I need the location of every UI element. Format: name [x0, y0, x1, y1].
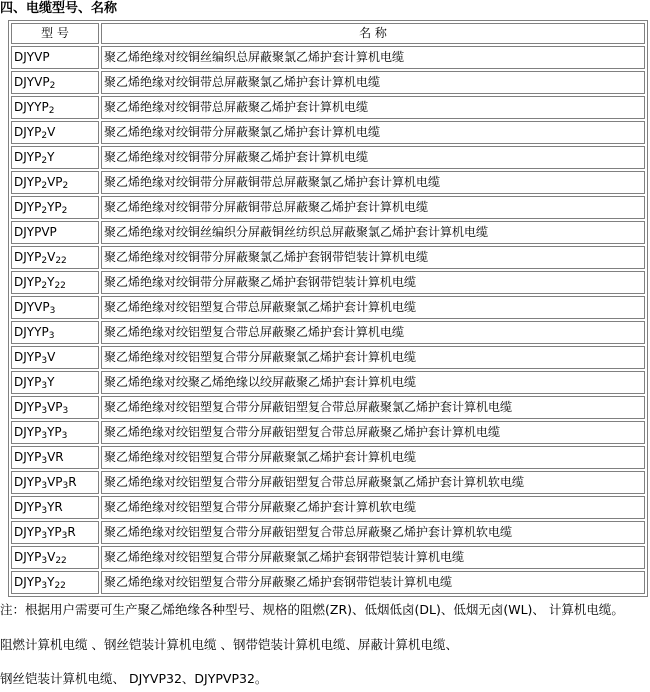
model-text: DJYP: [14, 525, 42, 539]
model-text: DJYPVP: [14, 225, 57, 239]
table-row: [11, 146, 645, 169]
model-text: DJYVP: [14, 50, 50, 64]
table-header-row: [11, 23, 645, 44]
model-subscript: 3: [41, 456, 48, 466]
cable-model: [11, 296, 99, 319]
model-subscript: 2: [41, 156, 48, 166]
table-body: [11, 46, 645, 594]
model-subscript: 2: [41, 181, 48, 191]
table-row: [11, 571, 645, 594]
model-text: DJYP: [14, 575, 42, 589]
model-subscript: 2: [48, 106, 55, 116]
cable-name: 聚乙烯绝缘对绞铜带分屏蔽聚乙烯护套钢带铠装计算机电缆: [101, 271, 645, 294]
cable-name: 聚乙烯绝缘对绞铝塑复合带分屏蔽聚乙烯护套计算机软电缆: [101, 496, 645, 519]
cable-name: 聚乙烯绝缘对绞铜带分屏蔽聚氯乙烯护套计算机电缆: [101, 121, 645, 144]
model-subscript: 3: [41, 556, 48, 566]
table-row: [11, 421, 645, 444]
cable-name: 聚乙烯绝缘对绞铝塑复合带总屏蔽聚乙烯护套计算机电缆: [101, 321, 645, 344]
cable-model: [11, 471, 99, 494]
cable-name: 聚乙烯绝缘对绞铝塑复合带总屏蔽聚氯乙烯护套计算机电缆: [101, 296, 645, 319]
model-subscript: 3: [48, 331, 55, 341]
model-subscript: 2: [61, 206, 68, 216]
model-text: Y: [47, 275, 55, 289]
model-text: DJYP: [14, 250, 42, 264]
cable-model: [11, 96, 99, 119]
cable-name: 聚乙烯绝缘对绞铝塑复合带分屏蔽铝塑复合带总屏蔽聚氯乙烯护套计算机电缆: [101, 396, 645, 419]
model-text: V: [47, 350, 56, 364]
cable-model: [11, 271, 99, 294]
cable-model: [11, 171, 99, 194]
model-subscript: 3: [41, 531, 48, 541]
cable-model: [11, 421, 99, 444]
header-name: 名 称: [101, 23, 645, 44]
model-text: DJYP: [14, 375, 42, 389]
model-subscript: 3: [62, 406, 69, 416]
cable-name: 聚乙烯绝缘对绞铜丝编织分屏蔽铜丝纺织总屏蔽聚氯乙烯护套计算机电缆: [101, 221, 645, 244]
model-subscript: 3: [41, 506, 48, 516]
model-text: DJYYP: [14, 100, 49, 114]
model-text: VR: [47, 450, 64, 464]
model-text: V: [47, 125, 56, 139]
model-text: R: [67, 525, 76, 539]
table-row: [11, 546, 645, 569]
model-text: DJYP: [14, 475, 42, 489]
note-line-2: 阻燃计算机电缆 、钢丝铠装计算机电缆 、钢带铠装计算机电缆、屏蔽计算机电缆、: [0, 637, 458, 652]
model-text: DJYP: [14, 125, 42, 139]
table-row: [11, 96, 645, 119]
table-row: [11, 271, 645, 294]
table-row: [11, 521, 645, 544]
model-text: DJYP: [14, 450, 42, 464]
section-heading: 四、电缆型号、名称: [0, 1, 118, 16]
model-text: DJYP: [14, 425, 42, 439]
model-text: DJYP: [14, 275, 42, 289]
model-subscript: 3: [61, 531, 68, 541]
model-text: DJYVP: [14, 75, 50, 89]
model-text: YP: [47, 525, 62, 539]
model-text: DJYP: [14, 550, 42, 564]
model-text: R: [68, 475, 77, 489]
model-text: YP: [47, 425, 62, 439]
model-subscript: 2: [41, 131, 48, 141]
cable-name: 聚乙烯绝缘对绞铝塑复合带分屏蔽聚氯乙烯护套计算机电缆: [101, 446, 645, 469]
model-subscript: 2: [41, 281, 48, 291]
cable-model: [11, 571, 99, 594]
cable-model: [11, 46, 99, 69]
cable-spec-table: [8, 20, 648, 597]
table-row: [11, 246, 645, 269]
model-text: DJYP: [14, 350, 42, 364]
cable-name: 聚乙烯绝缘对绞铝塑复合带分屏蔽铝塑复合带总屏蔽聚氯乙烯护套计算机软电缆: [101, 471, 645, 494]
model-subscript: 3: [41, 481, 48, 491]
model-subscript: 3: [49, 306, 56, 316]
model-text: DJYYP: [14, 325, 49, 339]
table-row: [11, 346, 645, 369]
table-row: [11, 321, 645, 344]
note-line-3: 钢丝铠装计算机电缆、 DJYVP32、DJYPVP32。: [0, 671, 268, 686]
model-text: V: [47, 250, 56, 264]
model-text: YP: [47, 200, 62, 214]
model-text: VP: [47, 175, 63, 189]
table-row: [11, 496, 645, 519]
model-text: Y: [47, 150, 55, 164]
cable-name: 聚乙烯绝缘对绞铜带分屏蔽铜带总屏蔽聚氯乙烯护套计算机电缆: [101, 171, 645, 194]
table-row: [11, 71, 645, 94]
cable-name: 聚乙烯绝缘对绞铝塑复合带分屏蔽铝塑复合带总屏蔽聚乙烯护套计算机电缆: [101, 421, 645, 444]
model-subscript: 3: [41, 381, 48, 391]
model-subscript: 22: [54, 281, 66, 291]
table-row: [11, 46, 645, 69]
model-text: V: [47, 550, 56, 564]
model-text: DJYP: [14, 400, 42, 414]
cable-model: [11, 396, 99, 419]
model-subscript: 22: [54, 581, 66, 591]
model-subscript: 2: [41, 206, 48, 216]
cable-model: [11, 146, 99, 169]
cable-name: 聚乙烯绝缘对绞铜带分屏蔽铜带总屏蔽聚乙烯护套计算机电缆: [101, 196, 645, 219]
model-text: DJYP: [14, 175, 42, 189]
cable-model: [11, 346, 99, 369]
model-text: VP: [47, 400, 63, 414]
cable-model: [11, 446, 99, 469]
model-subscript: 2: [62, 181, 69, 191]
cable-model: [11, 71, 99, 94]
model-subscript: 2: [41, 256, 48, 266]
model-subscript: 3: [41, 431, 48, 441]
cable-name: 聚乙烯绝缘对绞铜带分屏蔽聚氯乙烯护套钢带铠装计算机电缆: [101, 246, 645, 269]
cable-model: [11, 371, 99, 394]
model-subscript: 3: [41, 356, 48, 366]
model-subscript: 3: [41, 581, 48, 591]
model-subscript: 3: [41, 406, 48, 416]
cable-name: 聚乙烯绝缘对绞铝塑复合带分屏蔽聚氯乙烯护套计算机电缆: [101, 346, 645, 369]
cable-name: 聚乙烯绝缘对绞铜丝编织总屏蔽聚氯乙烯护套计算机电缆: [101, 46, 645, 69]
cable-name: 聚乙烯绝缘对绞铝塑复合带分屏蔽聚乙烯护套钢带铠装计算机电缆: [101, 571, 645, 594]
model-text: Y: [47, 575, 55, 589]
model-text: DJYP: [14, 200, 42, 214]
model-subscript: 3: [62, 481, 69, 491]
cable-model: [11, 521, 99, 544]
cable-name: 聚乙烯绝缘对绞聚乙烯绝缘以绞屏蔽聚乙烯护套计算机电缆: [101, 371, 645, 394]
table-row: [11, 371, 645, 394]
cable-name: 聚乙烯绝缘对绞铜带总屏蔽聚乙烯护套计算机电缆: [101, 96, 645, 119]
cable-name: 聚乙烯绝缘对绞铜带总屏蔽聚氯乙烯护套计算机电缆: [101, 71, 645, 94]
table-row: [11, 396, 645, 419]
cable-model: [11, 496, 99, 519]
table-row: [11, 121, 645, 144]
model-text: DJYP: [14, 150, 42, 164]
cable-model: [11, 196, 99, 219]
model-text: YR: [47, 500, 63, 514]
model-subscript: 22: [55, 256, 67, 266]
cable-name: 聚乙烯绝缘对绞铝塑复合带分屏蔽聚氯乙烯护套钢带铠装计算机电缆: [101, 546, 645, 569]
cable-model: [11, 121, 99, 144]
cable-model: [11, 321, 99, 344]
note-line-1: 注：根据用户需要可生产聚乙烯绝缘各种型号、规格的阻燃(ZR)、低烟低卤(DL)、低烟无卤(WL)、 计算机电缆。: [0, 602, 624, 617]
table-row: [11, 446, 645, 469]
table-row: [11, 471, 645, 494]
table-row: [11, 221, 645, 244]
cable-model: [11, 221, 99, 244]
model-subscript: 2: [49, 81, 56, 91]
table-row: [11, 171, 645, 194]
model-subscript: 3: [61, 431, 68, 441]
table-row: [11, 296, 645, 319]
model-text: DJYVP: [14, 300, 50, 314]
model-subscript: 22: [55, 556, 67, 566]
model-text: VP: [47, 475, 63, 489]
cable-name: 聚乙烯绝缘对绞铜带分屏蔽聚乙烯护套计算机电缆: [101, 146, 645, 169]
model-text: Y: [47, 375, 55, 389]
header-model: 型 号: [11, 23, 99, 44]
cable-model: [11, 246, 99, 269]
cable-model: [11, 546, 99, 569]
cable-name: 聚乙烯绝缘对绞铝塑复合带分屏蔽铝塑复合带总屏蔽聚乙烯护套计算机软电缆: [101, 521, 645, 544]
model-text: DJYP: [14, 500, 42, 514]
table-row: [11, 196, 645, 219]
